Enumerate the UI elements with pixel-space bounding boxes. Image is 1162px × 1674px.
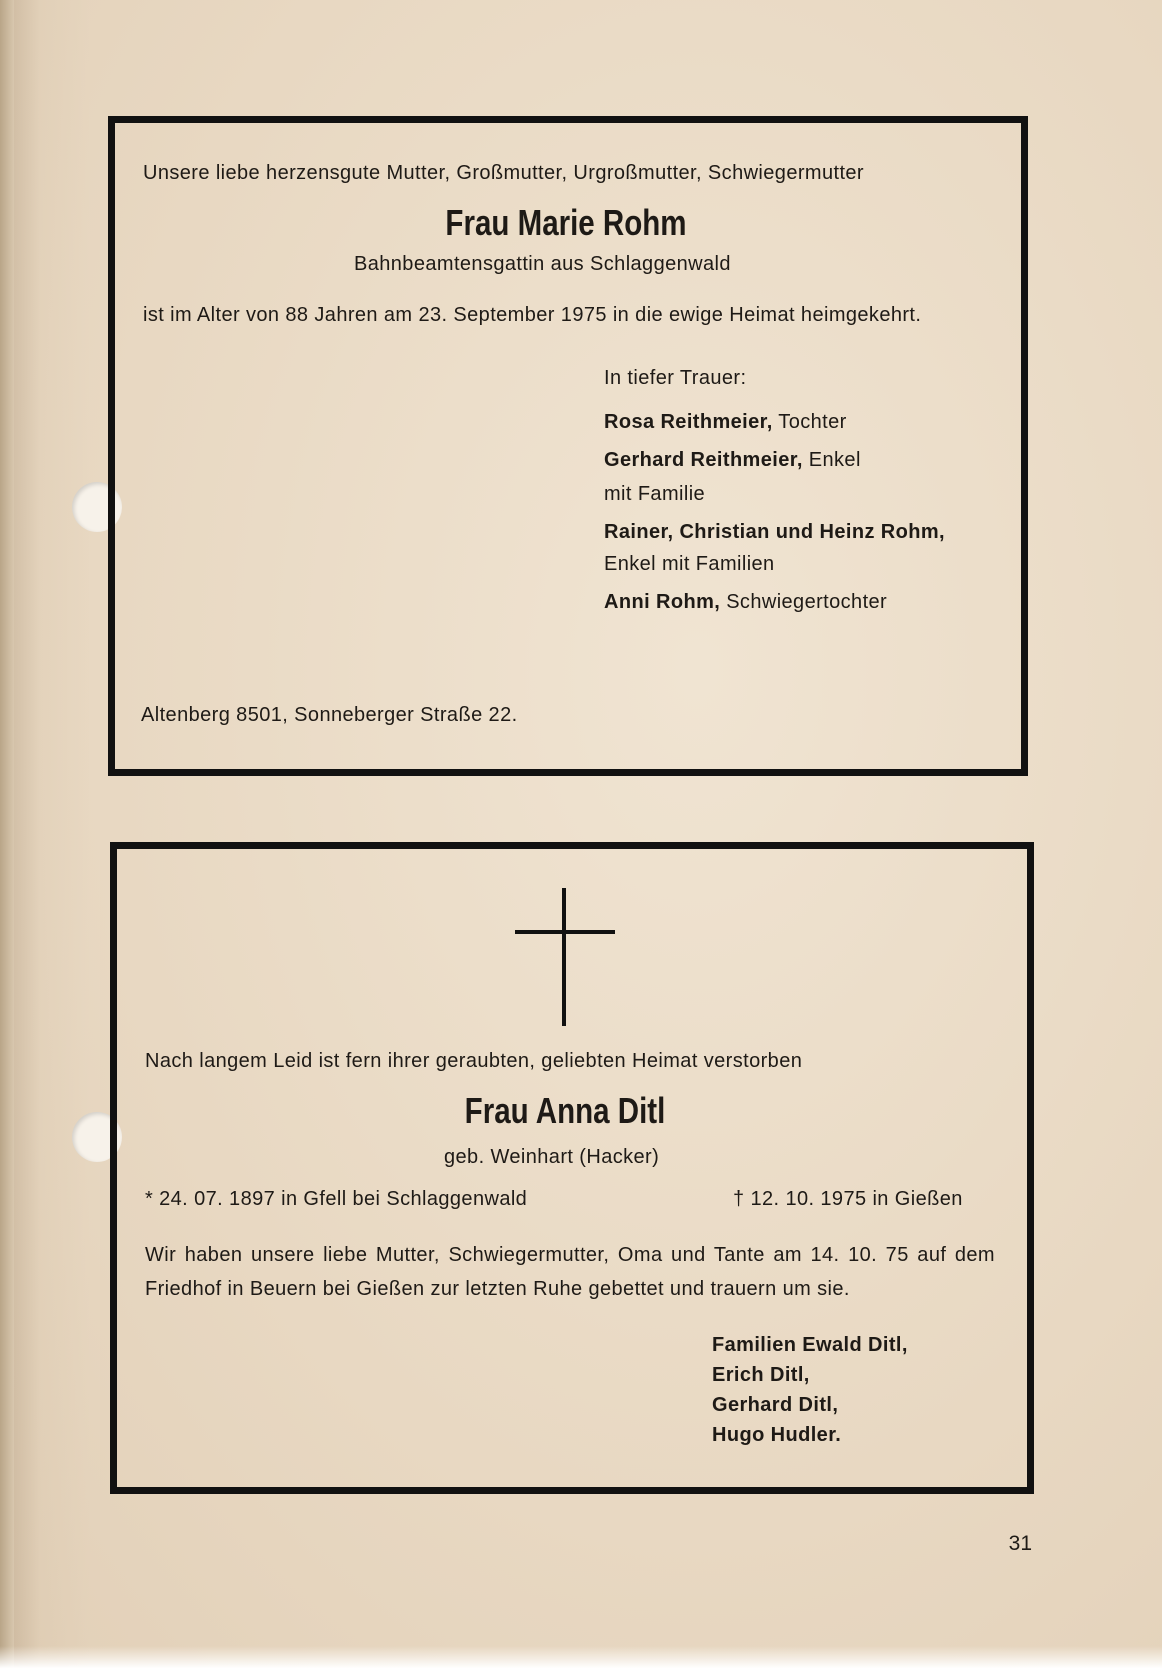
notice2-body: Wir haben unsere liebe Mutter, Schwiegermutter, Oma und Tante am 14. 10. 75 auf dem Friedhof in Beuern bei Gießen zur letzten Ruhe gebettet und trauern um sie.	[145, 1244, 995, 1300]
notice2-birth: * 24. 07. 1897 in Gfell bei Schlaggenwald	[145, 1188, 528, 1210]
mourner-relation: Enkel mit Familien	[604, 553, 775, 575]
notice1-mourning-heading: In tiefer Trauer:	[604, 367, 747, 389]
page-binding-edge	[0, 0, 14, 1674]
notice2-subtitle: geb. Weinhart (Hacker)	[444, 1146, 660, 1168]
signature-line: Hugo Hudler.	[712, 1424, 842, 1446]
notice2-name: Frau Anna Ditl	[464, 1090, 666, 1131]
mourner-line	[604, 448, 861, 472]
mourner-name: Rainer, Christian und Heinz Rohm,	[604, 521, 946, 543]
notice1-name: Frau Marie Rohm	[445, 202, 687, 243]
page-bottom-edge	[0, 1646, 1162, 1674]
mourner-relation: Enkel	[808, 449, 861, 471]
notice1-body: ist im Alter von 88 Jahren am 23. September 1975 in die ewige Heimat heimgekehrt.	[143, 304, 922, 326]
mourner-relation: mit Familie	[604, 483, 706, 505]
notice2-death: † 12. 10. 1975 in Gießen	[733, 1188, 963, 1210]
mourner-name: Anni Rohm,	[604, 591, 721, 613]
page-number: 31	[1008, 1532, 1032, 1555]
notice1-address: Altenberg 8501, Sonneberger Straße 22.	[141, 704, 518, 726]
mourner-name: Gerhard Reithmeier,	[604, 449, 803, 471]
notice2-intro: Nach langem Leid ist fern ihrer geraubten, geliebten Heimat verstorben	[145, 1050, 803, 1072]
notice1-subtitle: Bahnbeamtensgattin aus Schlaggenwald	[354, 253, 731, 275]
mourner-relation: Schwiegertochter	[726, 591, 888, 613]
notice1-intro: Unsere liebe herzensgute Mutter, Großmutter, Urgroßmutter, Schwiegermutter	[143, 162, 864, 184]
signature-line: Gerhard Ditl,	[712, 1394, 839, 1416]
signature-line: Erich Ditl,	[712, 1364, 810, 1386]
mourner-line	[604, 590, 887, 614]
mourner-name: Rosa Reithmeier,	[604, 411, 773, 433]
cross-icon-bar	[515, 930, 615, 934]
mourner-relation: Tochter	[778, 411, 847, 433]
mourner-line	[604, 410, 847, 434]
cross-icon	[562, 888, 566, 1026]
signature-line: Familien Ewald Ditl,	[712, 1334, 908, 1356]
